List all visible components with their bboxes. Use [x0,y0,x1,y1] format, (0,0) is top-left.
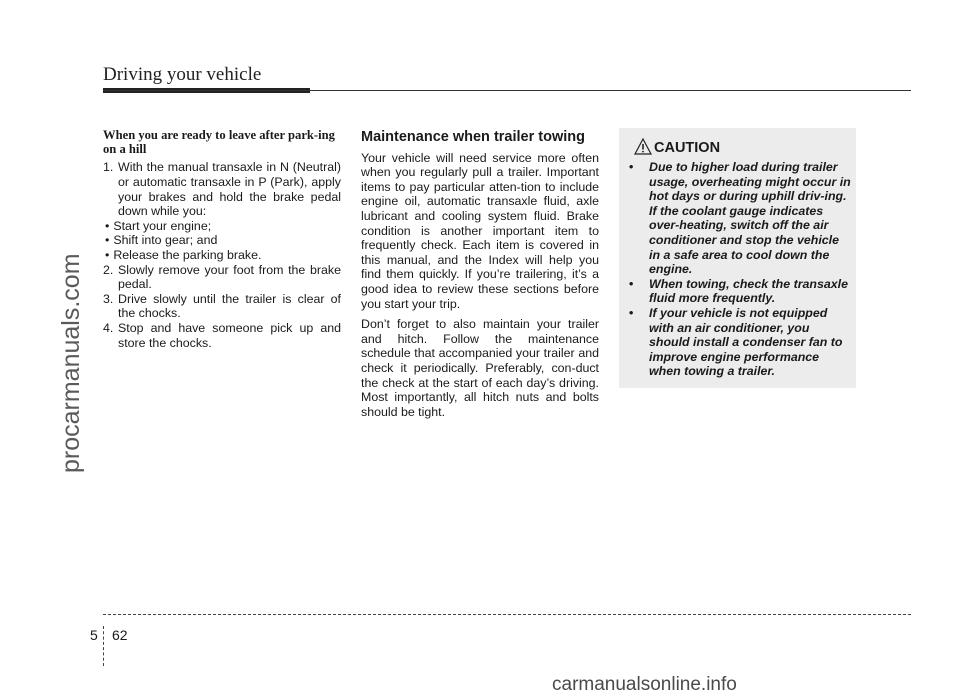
hill-start-subheading: When you are ready to leave after park-ing on a hill [103,128,335,157]
caution-list [629,160,851,379]
chapter-number: 5 [90,627,98,643]
paragraph: Don’t forget to also maintain your trailer and hitch. Follow the maintenance schedule that accompanied your trailer and check it periodically. Preferably, con-duct the check at the start of each day’s driving. Most importantly, all hitch nuts and bolts should be tight. [361,317,599,419]
page-number: 62 [112,627,128,643]
bullet-icon: • [629,160,634,174]
header-rule [103,90,911,91]
step-text: Slowly remove your foot from the brake pedal. [118,262,341,292]
step-text: With the manual transaxle in N (Neutral) or automatic transaxle in P (Park), apply your brakes and hold the brake pedal down while you: [118,160,341,219]
footer-divider [103,626,104,666]
bullet-text: Shift into gear; and [113,233,218,248]
paragraph: Your vehicle will need service more often when you regularly pull a trailer. Important items to pay particular atten-tion to include engine oil, automatic transaxle fluid, axle lubricant and cooling system fluid. Brake condition is another important item to frequently check. Each item is covered in this manual, and the Index will help you find them quickly. If you’re trailering, it’s a good idea to review these sections before you start your trip. [361,150,599,311]
middle-column [361,128,599,425]
bullet-text: Release the parking brake. [113,247,262,262]
step-number: 1. [103,160,114,175]
watermark-bottom: carmanualsonline.info [552,674,737,695]
bullet-icon: • [105,247,110,262]
bullet-icon: • [629,305,634,320]
step-text: Stop and have someone pick up and store the chocks. [118,320,341,350]
watermark-left: procarmanuals.com [57,253,85,473]
left-column [103,128,341,350]
caution-item [629,306,851,379]
bullet-item [103,219,341,234]
step-number: 3. [103,291,114,306]
caution-text: When towing, check the transaxle fluid more frequently. [649,276,848,306]
maintenance-heading: Maintenance when trailer towing [361,129,585,145]
caution-item [629,277,851,306]
bullet-text: Start your engine; [113,218,212,233]
step-number: 4. [103,320,114,335]
step-number: 2. [103,262,114,277]
bullet-icon: • [629,276,634,291]
bullet-icon: • [105,233,110,248]
bullet-icon: • [105,218,110,233]
warning-triangle-icon [634,138,652,156]
caution-box [619,128,856,388]
step-4 [103,321,341,350]
step-1 [103,160,341,218]
caution-text: Due to higher load during trailer usage, overheating might occur in hot days or during uphill driv-ing. If the coolant gauge indicates over-heating, switch off the air conditioner and stop the vehicle in a safe area to cool down the engine. [649,160,851,277]
step-3 [103,292,341,321]
caution-text: If your vehicle is not equipped with an air conditioner, you should install a condenser fan to improve engine performance when towing a trailer. [649,305,843,379]
step-text: Drive slowly until the trailer is clear of the chocks. [118,291,341,321]
caution-title: CAUTION [654,140,721,156]
caution-item [629,160,851,277]
bullet-item [103,233,341,248]
footer-rule [103,614,911,615]
section-title: Driving your vehicle [103,64,262,85]
bullet-item [103,248,341,263]
step-2 [103,263,341,292]
